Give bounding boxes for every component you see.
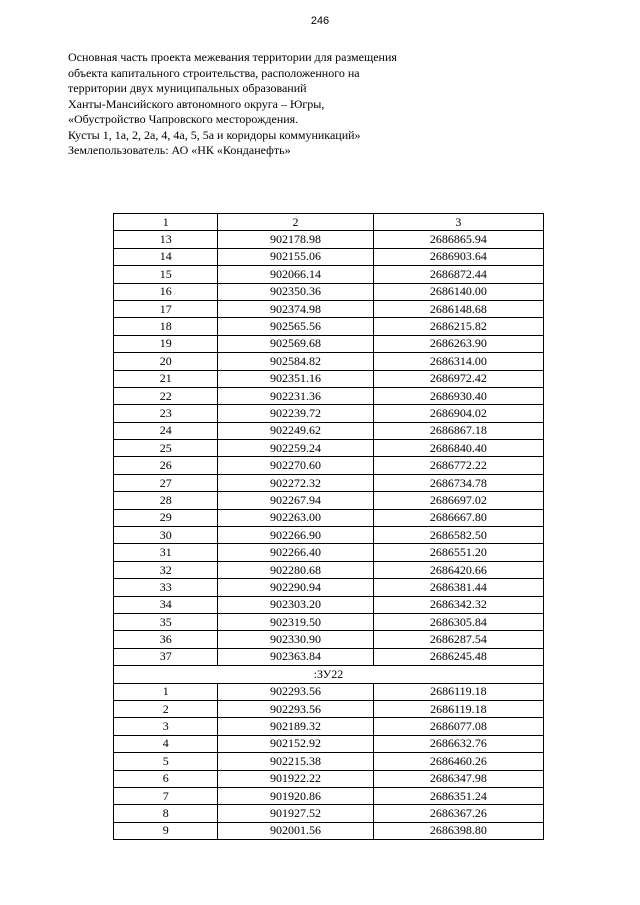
point-number-cell: 3 [114,718,218,735]
section-row [114,666,544,683]
header-line: территории двух муниципальных образований [68,81,307,95]
table-row [114,718,544,735]
table-row [114,613,544,630]
x-coordinate-cell: 902374.98 [218,300,373,317]
page-number: 246 [310,15,330,27]
point-number-cell: 28 [114,492,218,509]
table-row [114,683,544,700]
point-number-cell: 9 [114,822,218,839]
header-line: «Обустройство Чапровского месторождения. [68,112,299,126]
x-coordinate-cell: 902066.14 [218,266,373,283]
header-line: Ханты-Мансийского автономного округа – Югры, [68,96,325,111]
point-number-cell: 27 [114,474,218,491]
point-number-cell: 2 [114,700,218,717]
x-coordinate-cell: 902293.56 [218,683,373,700]
x-coordinate-cell: 902249.62 [218,422,373,439]
point-number-cell: 35 [114,613,218,630]
x-coordinate-cell: 902239.72 [218,405,373,422]
x-coordinate-cell: 901922.22 [218,770,373,787]
x-coordinate-cell: 902351.16 [218,370,373,387]
y-coordinate-cell: 2686904.02 [373,405,543,422]
point-number-cell: 34 [114,596,218,613]
table-row [114,770,544,787]
table-row [114,300,544,317]
x-coordinate-cell: 902350.36 [218,283,373,300]
column-header-y: 3 [373,214,543,231]
table-row [114,509,544,526]
y-coordinate-cell: 2686840.40 [373,440,543,457]
y-coordinate-cell: 2686381.44 [373,579,543,596]
point-number-cell: 21 [114,370,218,387]
point-number-cell: 13 [114,231,218,248]
x-coordinate-cell: 902363.84 [218,648,373,665]
x-coordinate-cell: 902155.06 [218,248,373,265]
point-number-cell: 6 [114,770,218,787]
x-coordinate-cell: 902259.24 [218,440,373,457]
point-number-cell: 17 [114,300,218,317]
table-row [114,370,544,387]
table-row [114,648,544,665]
x-coordinate-cell: 902270.60 [218,457,373,474]
point-number-cell: 23 [114,405,218,422]
x-coordinate-cell: 902565.56 [218,318,373,335]
table-row [114,405,544,422]
header-line: Кусты 1, 1а, 2, 2а, 4, 4а, 5, 5а и коридоры коммуникаций» [68,127,361,142]
table-row [114,318,544,335]
y-coordinate-cell: 2686697.02 [373,492,543,509]
x-coordinate-cell: 902189.32 [218,718,373,735]
y-coordinate-cell: 2686245.48 [373,648,543,665]
table-row [114,631,544,648]
point-number-cell: 20 [114,353,218,370]
table-row [114,753,544,770]
y-coordinate-cell: 2686305.84 [373,613,543,630]
y-coordinate-cell: 2686872.44 [373,266,543,283]
y-coordinate-cell: 2686972.42 [373,370,543,387]
point-number-cell: 37 [114,648,218,665]
y-coordinate-cell: 2686148.68 [373,300,543,317]
x-coordinate-cell: 902001.56 [218,822,373,839]
table-row [114,440,544,457]
column-header-number: 1 [114,214,218,231]
x-coordinate-cell: 902290.94 [218,579,373,596]
point-number-cell: 29 [114,509,218,526]
table-row [114,353,544,370]
point-number-cell: 31 [114,544,218,561]
y-coordinate-cell: 2686347.98 [373,770,543,787]
y-coordinate-cell: 2686140.00 [373,283,543,300]
table-row [114,474,544,491]
point-number-cell: 16 [114,283,218,300]
point-number-cell: 26 [114,457,218,474]
point-number-cell: 24 [114,422,218,439]
coordinates-table [113,213,544,840]
section-label: :ЗУ22 [114,666,544,683]
y-coordinate-cell: 2686351.24 [373,787,543,804]
y-coordinate-cell: 2686420.66 [373,561,543,578]
y-coordinate-cell: 2686398.80 [373,822,543,839]
y-coordinate-cell: 2686077.08 [373,718,543,735]
table-row [114,387,544,404]
y-coordinate-cell: 2686119.18 [373,700,543,717]
table-row [114,579,544,596]
y-coordinate-cell: 2686215.82 [373,318,543,335]
table-row [114,735,544,752]
y-coordinate-cell: 2686287.54 [373,631,543,648]
point-number-cell: 32 [114,561,218,578]
header-line: Землепользователь: АО «НК «Конданефть» [68,143,291,157]
y-coordinate-cell: 2686772.22 [373,457,543,474]
x-coordinate-cell: 902569.68 [218,335,373,352]
x-coordinate-cell: 902178.98 [218,231,373,248]
y-coordinate-cell: 2686263.90 [373,335,543,352]
x-coordinate-cell: 902266.90 [218,527,373,544]
table-row [114,231,544,248]
x-coordinate-cell: 902330.90 [218,631,373,648]
table-row [114,596,544,613]
x-coordinate-cell: 902231.36 [218,387,373,404]
table-header [114,214,544,231]
table-row [114,283,544,300]
point-number-cell: 19 [114,335,218,352]
y-coordinate-cell: 2686930.40 [373,387,543,404]
header-line: объекта капитального строительства, расположенного на [68,65,360,80]
y-coordinate-cell: 2686367.26 [373,805,543,822]
point-number-cell: 33 [114,579,218,596]
x-coordinate-cell: 902280.68 [218,561,373,578]
x-coordinate-cell: 901920.86 [218,787,373,804]
table-row [114,422,544,439]
table-row [114,805,544,822]
table-row [114,457,544,474]
y-coordinate-cell: 2686903.64 [373,248,543,265]
table-row [114,266,544,283]
point-number-cell: 18 [114,318,218,335]
y-coordinate-cell: 2686867.18 [373,422,543,439]
point-number-cell: 5 [114,753,218,770]
y-coordinate-cell: 2686582.50 [373,527,543,544]
table-row [114,492,544,509]
y-coordinate-cell: 2686632.76 [373,735,543,752]
table-row [114,822,544,839]
point-number-cell: 30 [114,527,218,544]
x-coordinate-cell: 902319.50 [218,613,373,630]
point-number-cell: 15 [114,266,218,283]
table-header-row [114,214,544,231]
point-number-cell: 25 [114,440,218,457]
point-number-cell: 36 [114,631,218,648]
x-coordinate-cell: 902152.92 [218,735,373,752]
point-number-cell: 1 [114,683,218,700]
x-coordinate-cell: 902303.20 [218,596,373,613]
table-row [114,700,544,717]
x-coordinate-cell: 902267.94 [218,492,373,509]
x-coordinate-cell: 902272.32 [218,474,373,491]
point-number-cell: 14 [114,248,218,265]
point-number-cell: 8 [114,805,218,822]
y-coordinate-cell: 2686342.32 [373,596,543,613]
y-coordinate-cell: 2686314.00 [373,353,543,370]
point-number-cell: 7 [114,787,218,804]
x-coordinate-cell: 902215.38 [218,753,373,770]
table-row [114,335,544,352]
x-coordinate-cell: 901927.52 [218,805,373,822]
table-row [114,527,544,544]
table-row [114,248,544,265]
y-coordinate-cell: 2686119.18 [373,683,543,700]
point-number-cell: 22 [114,387,218,404]
y-coordinate-cell: 2686460.26 [373,753,543,770]
x-coordinate-cell: 902293.56 [218,700,373,717]
table-row [114,561,544,578]
y-coordinate-cell: 2686734.78 [373,474,543,491]
header-line: Основная часть проекта межевания территории для размещения [68,50,397,64]
document-header [68,50,488,159]
table-row [114,544,544,561]
x-coordinate-cell: 902266.40 [218,544,373,561]
y-coordinate-cell: 2686551.20 [373,544,543,561]
x-coordinate-cell: 902263.00 [218,509,373,526]
point-number-cell: 4 [114,735,218,752]
table-body [114,231,544,840]
column-header-x: 2 [218,214,373,231]
y-coordinate-cell: 2686865.94 [373,231,543,248]
x-coordinate-cell: 902584.82 [218,353,373,370]
table-row [114,787,544,804]
y-coordinate-cell: 2686667.80 [373,509,543,526]
